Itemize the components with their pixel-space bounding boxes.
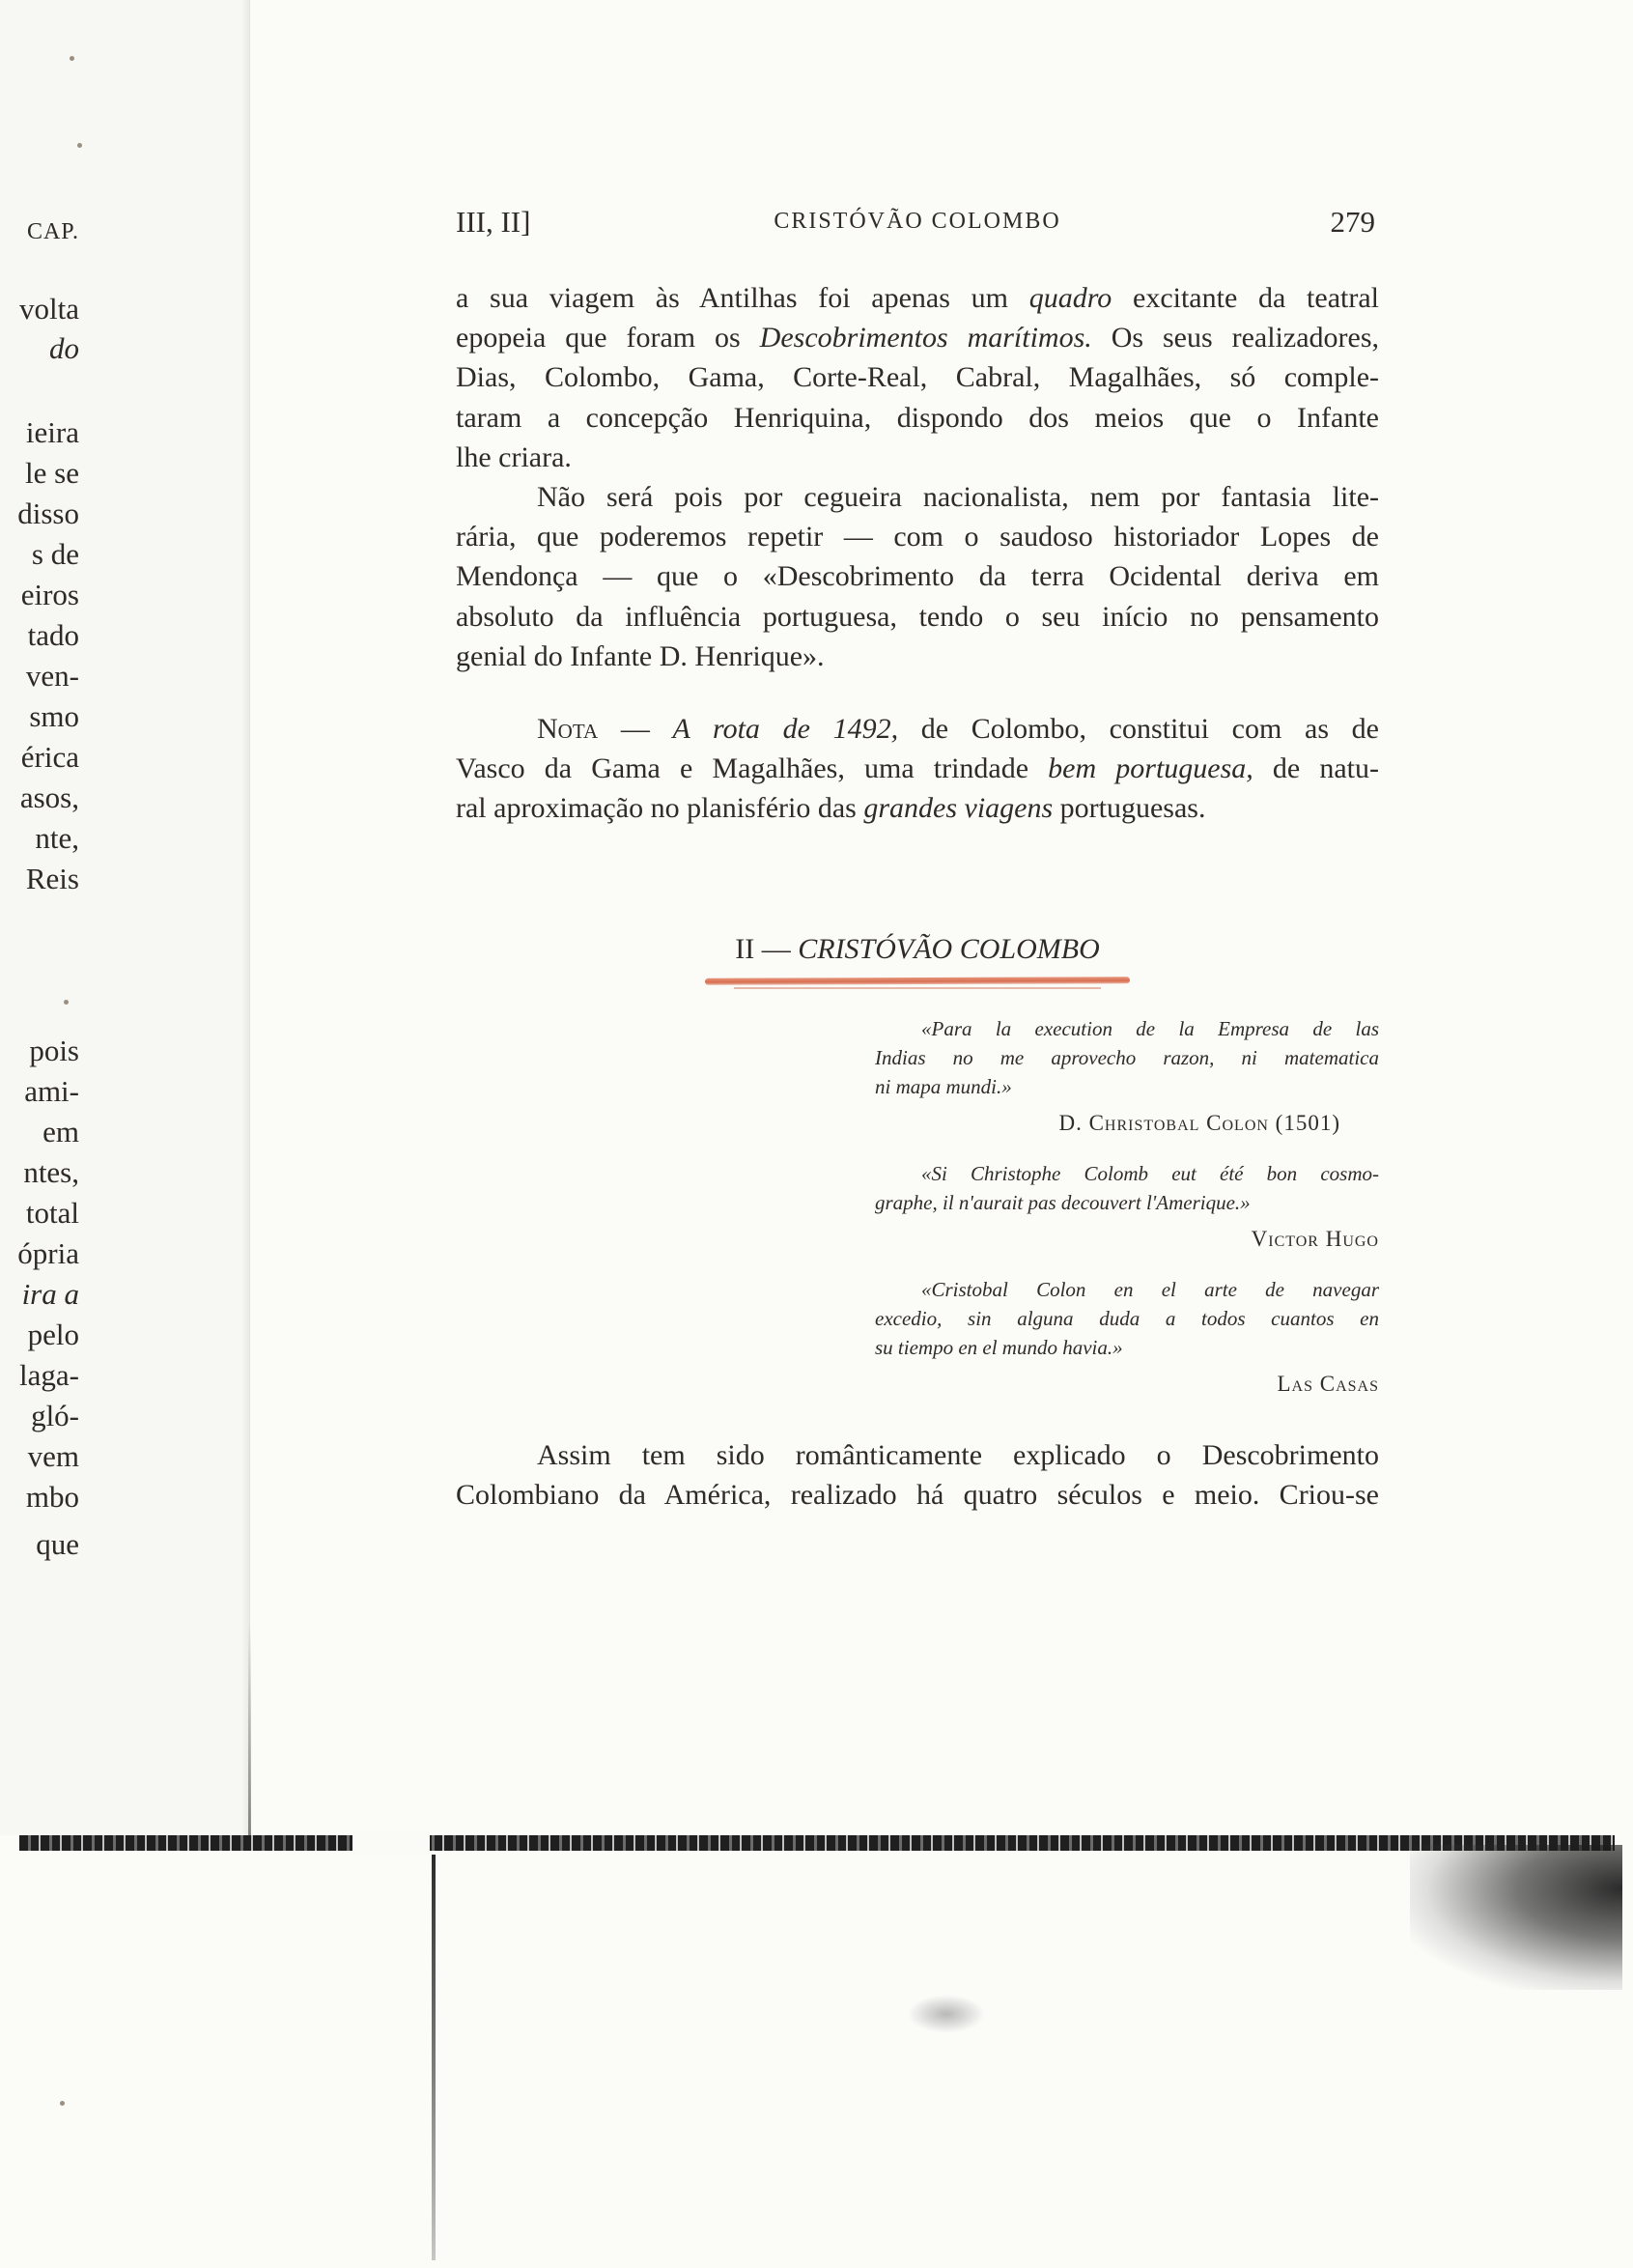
text-line: ral aproximação no planisfério das grandes viagens portuguesas.: [456, 792, 1206, 825]
margin-line: ntes,: [23, 1155, 79, 1189]
page-crease: [432, 1855, 436, 2260]
margin-line: asos,: [19, 780, 79, 814]
epigraph-attribution: Victor Hugo: [1251, 1226, 1379, 1251]
page-number: 279: [1330, 205, 1375, 239]
margin-line: ieira: [25, 415, 79, 449]
margin-line: do: [49, 331, 79, 365]
paragraph: [456, 1435, 1379, 1515]
text-line: genial do Infante D. Henrique».: [456, 639, 825, 672]
text-line: epopeia que foram os Descobrimentos marítimos. Os seus realizadores,: [456, 322, 1380, 354]
epigraph-quote: «Si Christophe Colomb eut été bon cosmo- graphe, il n'aurait pas decouvert l'Amerique.»: [875, 1161, 1379, 1214]
paragraph: [456, 477, 1379, 676]
red-pencil-underline: [705, 977, 1130, 985]
text-line: Mendonça — que o «Descobrimento da terra Ocidental deriva em: [456, 560, 1379, 593]
margin-line: ira a: [21, 1277, 79, 1311]
text-line: Vasco da Gama e Magalhães, uma trindade bem portuguesa, de natu-: [456, 752, 1379, 785]
text-line: a sua viagem às Antilhas foi apenas um quadro excitante da teatral: [456, 282, 1379, 314]
section-number: II —: [735, 932, 799, 965]
margin-line: s de: [31, 537, 79, 571]
margin-line: eiros: [20, 578, 79, 611]
book-page: [456, 193, 1379, 1515]
film-edge-strip: [19, 1835, 1615, 1851]
text-line: Não será pois por cegueira nacionalista, nem por fantasia lite-: [537, 481, 1379, 514]
epigraph-quote: «Para la execution de la Empresa de las Indias no me aprovecho razon, ni matematica ni mapa mundi.»: [875, 1016, 1379, 1098]
page-crease: [248, 1623, 251, 1845]
margin-line: érica: [20, 740, 79, 774]
margin-line: pois: [29, 1034, 79, 1067]
margin-line: disso: [17, 496, 79, 530]
running-title: CRISTÓVÃO COLOMBO: [774, 209, 1061, 234]
margin-line: vem: [27, 1439, 79, 1473]
epigraphs: [875, 1014, 1379, 1397]
text-line: lhe criara.: [456, 440, 572, 473]
margin-line: CAP.: [26, 219, 79, 244]
epigraph-attribution: Las Casas: [1277, 1371, 1379, 1396]
margin-line: total: [25, 1196, 79, 1230]
text-line: Nota — A rota de 1492, de Colombo, constitui com as de: [537, 713, 1379, 746]
note-paragraph: [456, 709, 1379, 829]
text-line: Colombiano da América, realizado há quatro séculos e meio. Criou-se: [456, 1478, 1379, 1511]
margin-line: ven-: [25, 659, 79, 693]
text-line: taram a concepção Henriquina, dispondo dos meios que o Infante: [456, 401, 1379, 434]
scan-smudge: [908, 1995, 985, 2033]
section-heading: [456, 933, 1379, 989]
scan-smudge: [1410, 1845, 1622, 1990]
margin-line: Reis: [25, 862, 79, 895]
chapter-reference: III, II]: [456, 205, 531, 239]
margin-line: smo: [29, 699, 79, 733]
epigraph-quote: «Cristobal Colon en el arte de navegar excedio, sin alguna duda a todos cuantos en su tiempo en el mundo havia.»: [875, 1277, 1379, 1359]
paragraph: [456, 278, 1379, 477]
text-line: rária, que poderemos repetir — com o saudoso historiador Lopes de: [456, 521, 1379, 553]
margin-line: que: [36, 1527, 79, 1561]
margin-line: le se: [25, 456, 79, 490]
adjacent-page-margin: [0, 0, 250, 1835]
margin-line: volta: [19, 292, 79, 326]
text-line: Dias, Colombo, Gama, Corte-Real, Cabral, Magalhães, só comple-: [456, 361, 1379, 394]
margin-line: gló-: [31, 1399, 79, 1432]
running-head: [456, 193, 1379, 240]
margin-line: em: [42, 1115, 79, 1148]
margin-line: pelo: [27, 1318, 79, 1351]
section-title: CRISTÓVÃO COLOMBO: [798, 932, 1100, 965]
margin-line: ami-: [24, 1074, 79, 1108]
margin-line: mbo: [25, 1480, 79, 1514]
note-label: Nota: [537, 713, 599, 746]
margin-line: laga-: [19, 1358, 79, 1392]
text-line: absoluto da influência portuguesa, tendo o seu início no pensamento: [456, 600, 1379, 633]
text-line: Assim tem sido românticamente explicado o Descobrimento: [537, 1438, 1379, 1471]
margin-line: nte,: [35, 821, 79, 855]
margin-line: tado: [27, 618, 79, 652]
epigraph-attribution: D. Christobal Colon (1501): [1058, 1110, 1340, 1135]
margin-line: ópria: [17, 1236, 79, 1270]
